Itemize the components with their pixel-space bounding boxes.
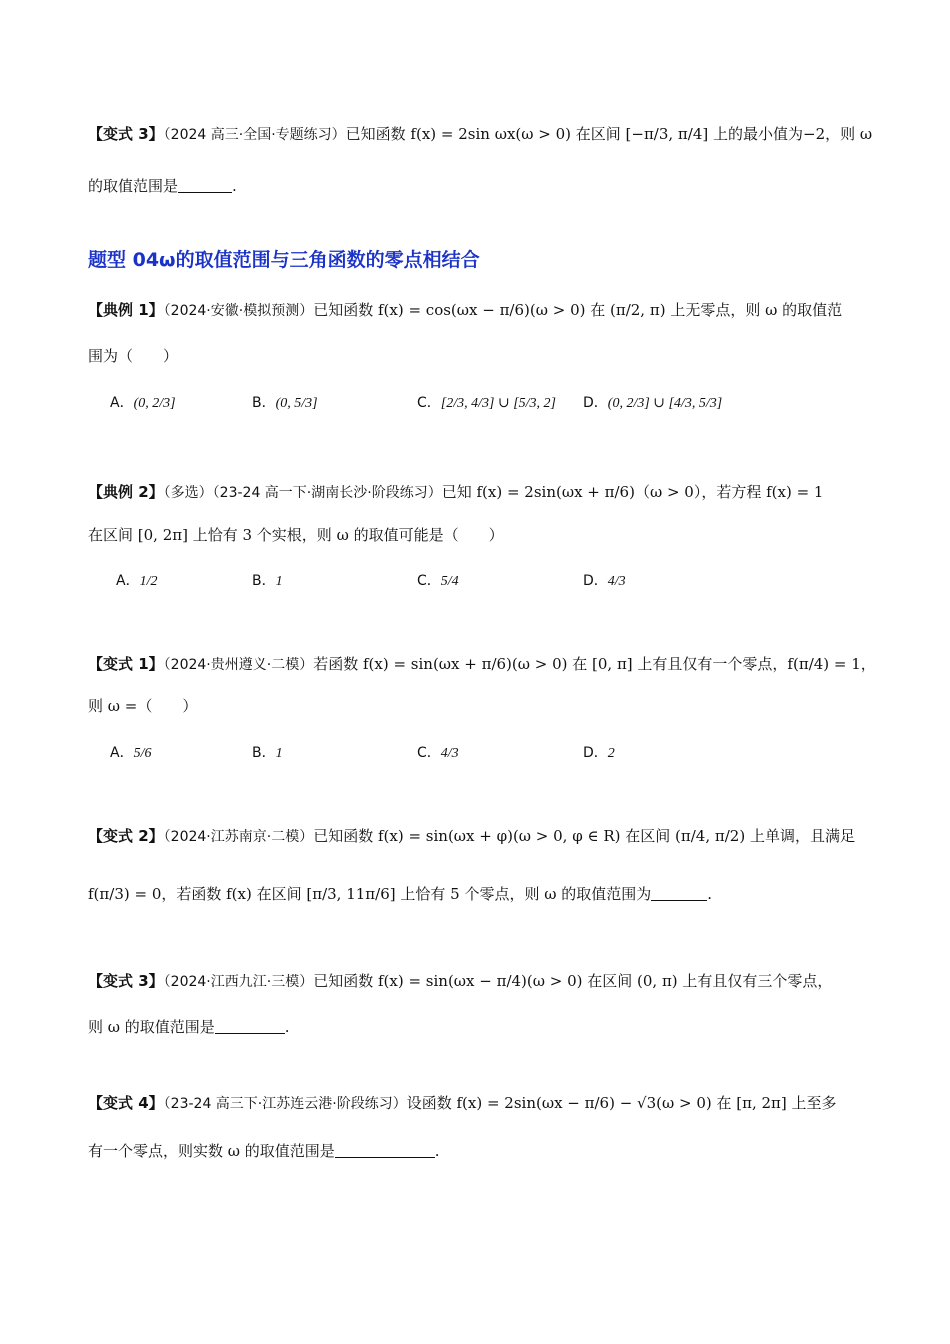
problem-text: 已知 f(x) = 2sin(ωx + π/6)（ω > 0），若方程 f(x) = 1 <box>441 483 824 501</box>
problem-text: 围为（ ） <box>88 347 179 365</box>
problem-source: （多选）（23-24 高一下·湖南长沙·阶段练习） <box>163 485 442 501</box>
problem-tag: 【典例 2】 <box>88 483 164 501</box>
option-c[interactable]: C．[2/3, 4/3] ∪ [5/3, 2] <box>417 395 556 411</box>
problem-text: f(π/3) = 0，若函数 f(x) 在区间 [π/3, 11π/6] 上恰有 5 个零点，则 ω 的取值范围为 <box>88 885 652 903</box>
problem-text: 在区间 [0, 2π] 上恰有 3 个实根，则 ω 的取值可能是（ ） <box>88 526 504 544</box>
answer-blank <box>215 1017 285 1034</box>
problem-text: 已知函数 f(x) = 2sin ωx(ω > 0) 在区间 [−π/3, π/4] 上的最小值为−2，则 ω <box>345 125 873 143</box>
problem-source: （2024·江西九江·三模） <box>163 974 314 990</box>
problem-text: 的取值范围是 <box>88 177 179 195</box>
problem-source: （2024·贵州遵义·二模） <box>163 657 314 673</box>
option-a[interactable]: A．1/2 <box>116 573 158 589</box>
problem-tag: 【变式 2】 <box>88 827 164 845</box>
option-d[interactable]: D．(0, 2/3] ∪ [4/3, 5/3] <box>583 395 723 411</box>
problem-tag: 【典例 1】 <box>88 301 164 319</box>
option-b[interactable]: B．(0, 5/3] <box>252 395 318 411</box>
answer-blank <box>335 1141 435 1158</box>
problem-text: 则 ω 的取值范围是 <box>88 1018 215 1036</box>
problem-text: 已知函数 f(x) = sin(ωx + φ)(ω > 0, φ ∈ R) 在区间 (π/4, π/2) 上单调，且满足 <box>313 827 855 845</box>
section-heading: 题型 04ω的取值范围与三角函数的零点相结合 <box>88 249 480 271</box>
problem-text: 设函数 f(x) = 2sin(ωx − π/6) − √3(ω > 0) 在 [π, 2π] 上至多 <box>406 1094 837 1112</box>
problem-text: 已知函数 f(x) = cos(ωx − π/6)(ω > 0) 在 (π/2, π) 上无零点，则 ω 的取值范 <box>313 301 843 319</box>
problem-tag: 【变式 3】 <box>88 972 164 990</box>
option-b[interactable]: B．1 <box>252 745 283 761</box>
answer-blank <box>178 176 232 193</box>
problem-tag: 【变式 4】 <box>88 1094 164 1112</box>
problem-text: 则 ω =（ ） <box>88 697 198 715</box>
answer-blank <box>651 884 707 901</box>
problem-source: （2024·安徽·模拟预测） <box>163 303 314 319</box>
option-d[interactable]: D．2 <box>583 745 615 761</box>
problem-text: 有一个零点，则实数 ω 的取值范围是 <box>88 1142 335 1160</box>
option-b[interactable]: B．1 <box>252 573 283 589</box>
option-a[interactable]: A．5/6 <box>110 745 152 761</box>
problem-tag: 【变式 3】 <box>88 125 164 143</box>
problem-tag: 【变式 1】 <box>88 655 164 673</box>
option-c[interactable]: C．4/3 <box>417 745 459 761</box>
option-a[interactable]: A．(0, 2/3] <box>110 395 176 411</box>
problem-source: （23-24 高三下·江苏连云港·阶段练习） <box>163 1096 407 1112</box>
option-c[interactable]: C．5/4 <box>417 573 459 589</box>
option-d[interactable]: D．4/3 <box>583 573 626 589</box>
problem-text: 已知函数 f(x) = sin(ωx − π/4)(ω > 0) 在区间 (0, π) 上有且仅有三个零点， <box>313 972 833 990</box>
problem-source: （2024·江苏南京·二模） <box>163 829 314 845</box>
problem-source: （2024 高三·全国·专题练习） <box>163 127 346 143</box>
problem-text: 若函数 f(x) = sin(ωx + π/6)(ω > 0) 在 [0, π] 上有且仅有一个零点，f(π/4) = 1， <box>313 655 876 673</box>
